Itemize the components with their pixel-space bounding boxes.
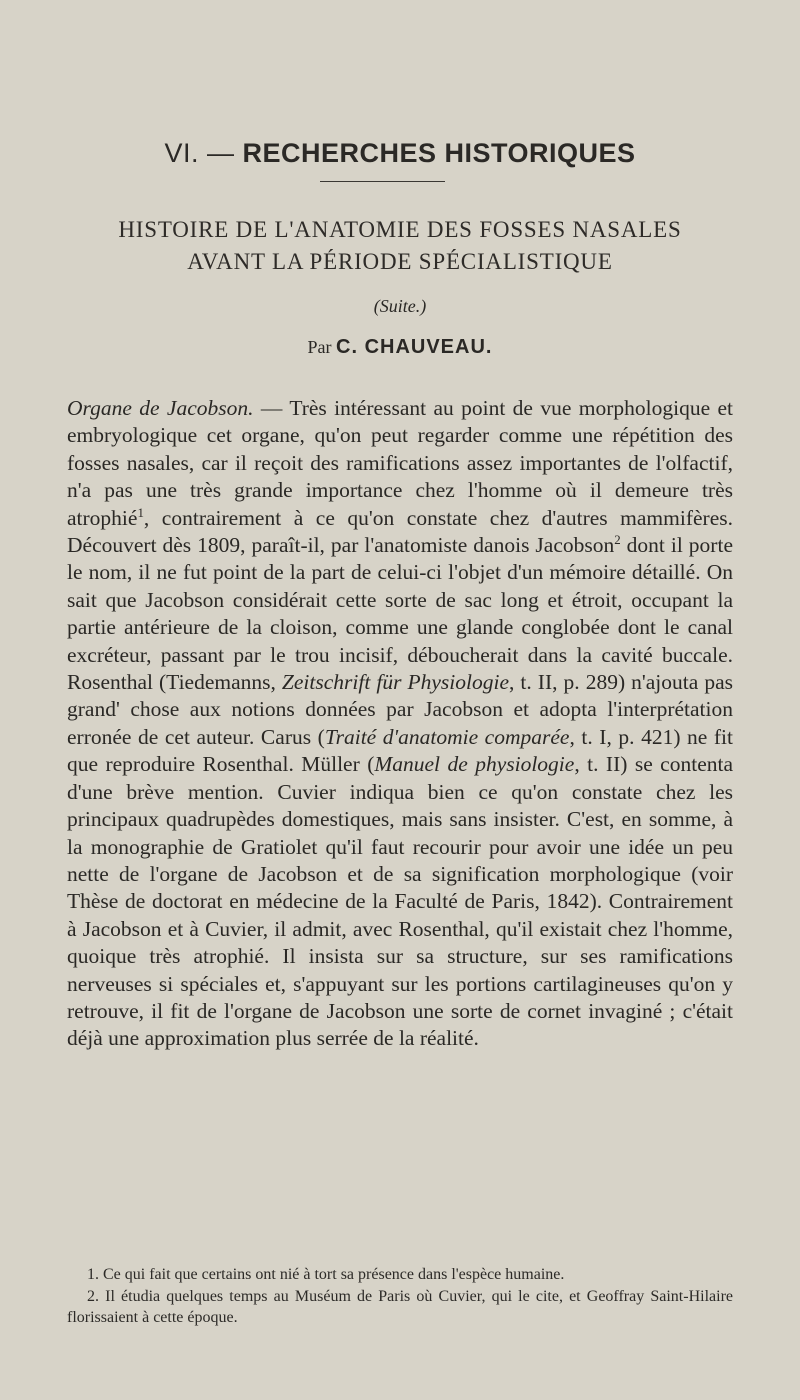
- article-title: [0, 214, 800, 278]
- article-title-line-2: AVANT LA PÉRIODE SPÉCIALISTIQUE: [187, 249, 613, 274]
- paragraph: [67, 395, 733, 1053]
- section-number: VI. —: [164, 138, 235, 168]
- text-run: , t. II, p. 289) n'ajouta pas grand' chose aux notions données par Jacobson et adopta l'interprétation erronée de cet auteur. Carus (: [67, 670, 733, 749]
- footnote-ref-1: 1: [137, 505, 144, 520]
- footnotes: [67, 1264, 733, 1329]
- footnote-2: 2. Il étudia quelques temps au Muséum de Paris où Cuvier, qui le cite, et Geoffray Saint-Hilaire florissaient à cette époque.: [67, 1287, 733, 1326]
- text-run: dont il porte le nom, il ne fut point de la part de celui-ci l'objet d'un mémoire détaillé. On sait que Jacobson considérait cette sorte de sac long et étroit, occupant la partie antérieure de la cloison, comme une glande conglobée dont le canal excréteur, passant par le trou incisif, déboucherait dans la cavité buccale. Rosenthal (Tiedemanns,: [67, 533, 733, 695]
- text-run: — Très intéressant au point de vue morphologique et embryologique cet organe, qu'on peut regarder comme une répétition des fosses nasales, car il reçoit des ramifications assez importantes de l'olfactif, n'a pas une très grande importance chez l'homme où il demeure très atrophié: [67, 396, 733, 530]
- author-line: [0, 336, 800, 359]
- citation-title: Manuel de physiologie: [374, 752, 575, 777]
- citation-title: Traité d'anatomie comparée: [324, 724, 570, 749]
- author-name: C. CHAUVEAU.: [336, 336, 493, 358]
- footnote-1: 1. Ce qui fait que certains ont nié à tort sa présence dans l'espèce humaine.: [87, 1266, 565, 1283]
- paragraph-heading: Organe de Jacobson.: [67, 396, 254, 420]
- citation-title: Zeitschrift für Physiologie: [281, 670, 509, 695]
- body-text: [67, 395, 733, 1053]
- section-title: RECHERCHES HISTORIQUES: [242, 138, 636, 168]
- text-run: , t. II) se contenta d'une brève mention. Cuvier indiqua bien ce qu'on constate chez les principaux quadrupèdes domestiques, mais sans insister. C'est, en somme, à la monographie de Gratiolet qu'il faut recourir pour avoir une idée un peu nette de l'organe de Jacobson et de sa signification morphologique (voir Thèse de doctorat en médecine de la Faculté de Paris, 1842). Contrairement à Jacobson et à Cuvier, il admit, avec Rosenthal, qu'il existait chez l'homme, quoique très atrophié. Il insista sur sa structure, sur ses ramifications nerveuses si spéciales et, s'appuyant sur les portions cartilagineuses qu'on y retrouve, il fit de l'organe de Jacobson une sorte de cornet invaginé ; c'était déjà une approximation plus serrée de la réalité.: [67, 752, 734, 1051]
- suite-label: (Suite.): [373, 296, 427, 316]
- footnote-ref-2: 2: [614, 532, 621, 547]
- author-prefix: Par: [307, 337, 332, 357]
- section-heading: [0, 138, 800, 169]
- text-run: , contrairement à ce qu'on constate chez d'autres mammifères. Découvert dès 1809, paraît-il, par l'anatomiste danois Jacobson: [67, 505, 733, 558]
- article-title-line-1: HISTOIRE DE L'ANATOMIE DES FOSSES NASALES: [118, 217, 682, 242]
- text-run: , t. I, p. 421) ne fit que reproduire Rosenthal. Müller (: [67, 724, 734, 777]
- title-rule: [320, 181, 445, 182]
